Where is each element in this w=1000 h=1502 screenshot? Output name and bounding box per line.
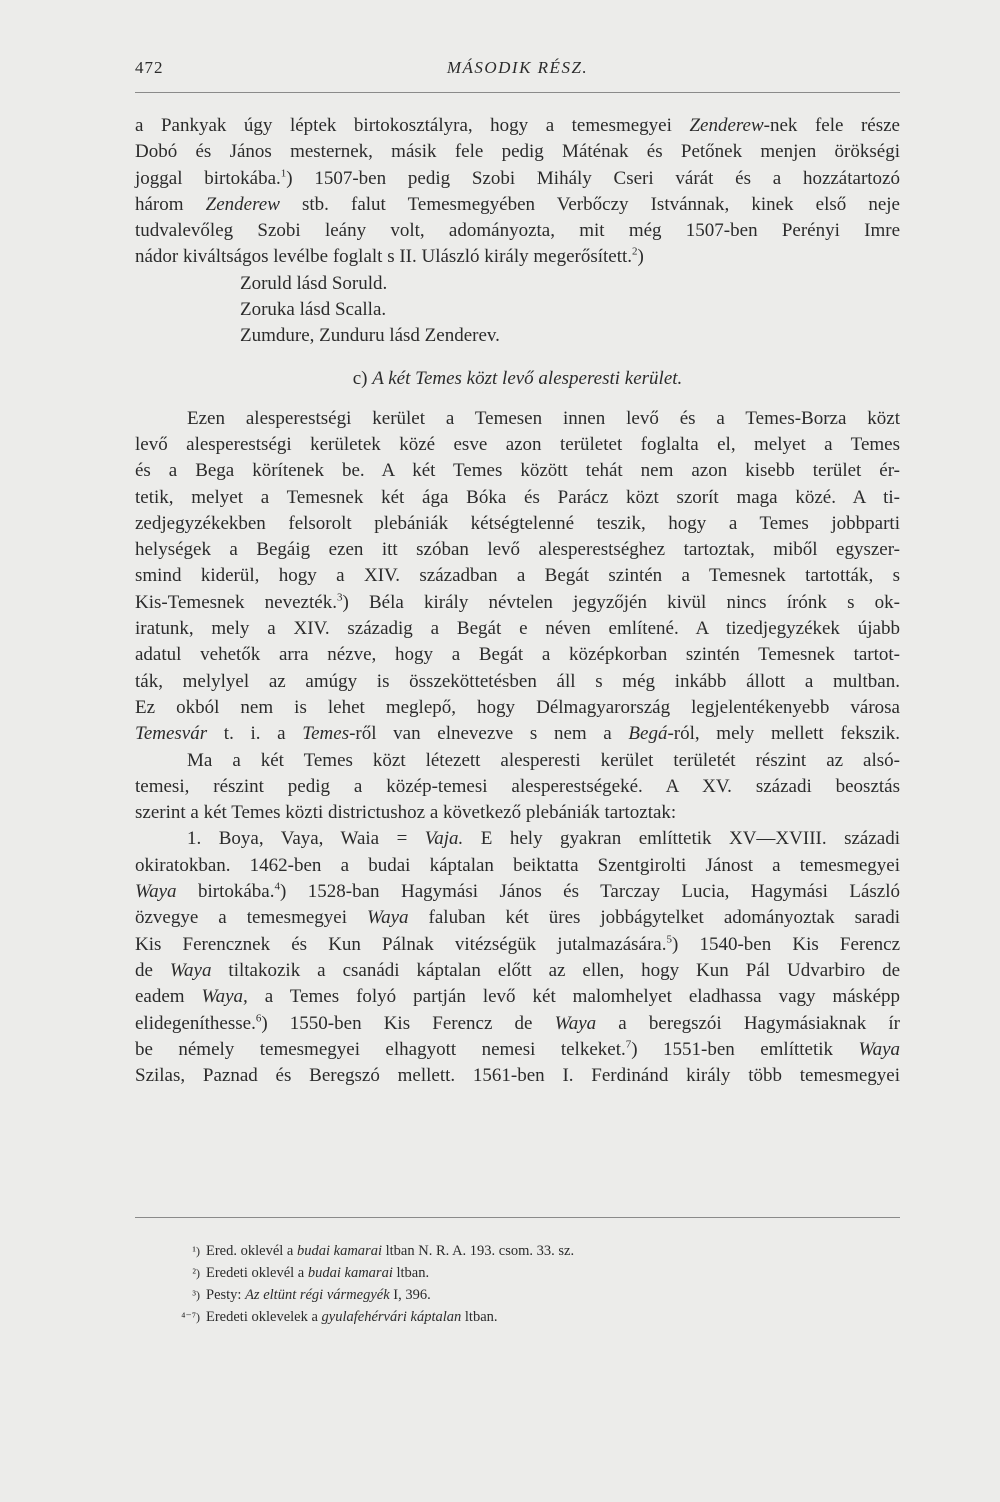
- text-line: Kis Ferencznek és Kun Pálnak vitézségük jutalmazására.$^5$) 1540-ben Kis Ferencz: [135, 933, 901, 955]
- text-line: a Pankyak úgy léptek birtokosztályra, hogy a temesmegyei Zenderew-nek fele része: [135, 115, 900, 136]
- footnote-mark: ³): [192, 1288, 200, 1302]
- footnotes: [170, 1240, 890, 1328]
- footnote-mark: ¹): [192, 1244, 200, 1258]
- header-rule: [135, 92, 900, 93]
- text-line: eadem Waya, a Temes folyó partján levő két malomhelyet eladhassa vagy másképp: [135, 986, 900, 1008]
- text-line: iratunk, mely a XIV. századig a Begát e néven említené. A tizedjegyzékek újabb: [135, 618, 900, 640]
- footnote: ¹) Ered. oklevél a budai kamarai ltban N. R. A. 193. csom. 33. sz.: [170, 1240, 890, 1262]
- footnote: ²) Eredeti oklevél a budai kamarai ltban.: [170, 1262, 890, 1284]
- footnote-rule: [135, 1217, 900, 1218]
- page-number: 472: [135, 58, 164, 77]
- cross-reference: Zoruka lásd Scalla.: [240, 299, 387, 321]
- footnote-ref: 2: [632, 246, 638, 259]
- footnote-mark: ⁴⁻⁷): [181, 1310, 200, 1324]
- footnote: ⁴⁻⁷) Eredeti oklevelek a gyulafehérvári káptalan ltban.: [170, 1306, 890, 1328]
- page-header: [135, 58, 900, 88]
- text-line: szerint a két Temes közti districtushoz a következő plebániák tartoztak:: [135, 802, 677, 824]
- text-line: zedjegyzékekben felsorolt plebániák kétségtelenné teszik, hogy a Temes jobbparti: [135, 512, 900, 534]
- cross-reference: Zumdure, Zunduru lásd Zenderev.: [240, 325, 500, 347]
- text-line: elidegeníthesse.$^6$) 1550-ben Kis Ferencz de Waya a beregszói Hagymásiaknak ír: [135, 1012, 900, 1034]
- text-line: Ez okból nem is lehet meglepő, hogy Délmagyarország legjelentékenyebb városa: [135, 696, 900, 718]
- text-line: Dobó és János mesternek, másik fele pedig Máténak és Petőnek menjen örökségi: [135, 141, 900, 163]
- text-line: okiratokban. 1462-ben a budai káptalan beiktatta Szentgirolti Jánost a temesmegyei: [135, 854, 900, 876]
- section-heading: c) A két Temes közt levő alesperesti kerület.: [352, 367, 683, 389]
- footnote-ref: 1: [280, 167, 287, 180]
- text-line: tudvalevőleg Szobi leány volt, adományozta, mit még 1507-ben Perényi Imre: [135, 220, 900, 242]
- footnote-ref: 7: [625, 1038, 632, 1051]
- text-line: Waya birtokába.$^4$) 1528-ban Hagymási János és Tarczay Lucia, Hagymási László: [135, 880, 900, 903]
- text-line: temesi, részint pedig a közép-temesi alesperestségeké. A XV. századi beosztás: [135, 775, 900, 797]
- text-line: 1. Boya, Vaya, Waia = Vaja. E hely gyakran említtetik XV—XVIII. századi: [187, 828, 900, 850]
- text-line: özvegye a temesmegyei Waya faluban két üres jobbágytelket adományoztak saradi: [135, 907, 900, 929]
- body-text: [135, 113, 900, 1089]
- text-line: Ezen alesperestségi kerület a Temesen innen levő és a Temes-Borza közt: [187, 407, 900, 429]
- footnote-mark: ²): [192, 1266, 200, 1280]
- text-line: Temesvár t. i. a Temes-ről van elnevezve s nem a Begá-ról, mely mellett fekszik.: [135, 723, 900, 745]
- text-line: nádor kiváltságos levélbe foglalt s II. Ulászló király megerősített.$^2$): [135, 246, 644, 268]
- text-line: joggal birtokába.$^1$) 1507-ben pedig Szobi Mihály Cseri várát és a hozzátartozó: [135, 167, 900, 189]
- text-line: ták, melylyel az amúgy is összeköttetésben áll s még inkább állott a multban.: [135, 670, 900, 692]
- text-line: tetik, melyet a Temesnek két ága Bóka és Parácz közt szorít maga közé. A ti-: [135, 486, 900, 508]
- running-title: MÁSODIK RÉSZ.: [446, 58, 589, 77]
- footnote-ref: 4: [274, 880, 280, 893]
- text-line: levő alesperestségi kerületek közé esve azon területet foglalta el, melyet a Temes: [135, 433, 900, 455]
- footnote-ref: 3: [336, 591, 343, 604]
- footnote-ref: 5: [666, 933, 672, 946]
- text-line: helységek a Begáig ezen itt szóban levő alesperestséghez tartoztak, miből egyszer-: [135, 539, 900, 561]
- text-line: adatul vehetők arra nézve, hogy a Begát a középkorban szintén Temesnek tartot-: [135, 644, 900, 666]
- text-line: Ma a két Temes közt létezett alesperesti kerület területét részint az alsó-: [187, 749, 900, 771]
- cross-reference: Zoruld lásd Soruld.: [240, 272, 388, 294]
- text-line: három Zenderew stb. falut Temesmegyében Verbőczy Istvánnak, kinek első neje: [135, 193, 900, 215]
- footnote-ref: 6: [255, 1012, 262, 1025]
- text-line: és a Bega körítenek be. A két Temes között tehát nem azon kisebb terület ér-: [135, 460, 900, 482]
- text-line: de Waya tiltakozik a csanádi káptalan előtt az ellen, hogy Kun Pál Udvarbiro de: [135, 959, 901, 981]
- text-line: be némely temesmegyei elhagyott nemesi telkeket.$^7$) 1551-ben említtetik Waya: [135, 1038, 901, 1060]
- text-line: Szilas, Paznad és Beregszó mellett. 1561-ben I. Ferdinánd király több temesmegyei: [135, 1065, 900, 1087]
- footnote: ³) Pesty: Az eltünt régi vármegyék I, 396.: [170, 1284, 890, 1306]
- text-line: smind kiderül, hogy a XIV. században a Begát szintén a Temesnek tartották, s: [135, 565, 900, 587]
- text-line: Kis-Temesnek nevezték.$^3$) Béla király névtelen jegyzőjén kivül nincs írónk s ok-: [135, 591, 901, 613]
